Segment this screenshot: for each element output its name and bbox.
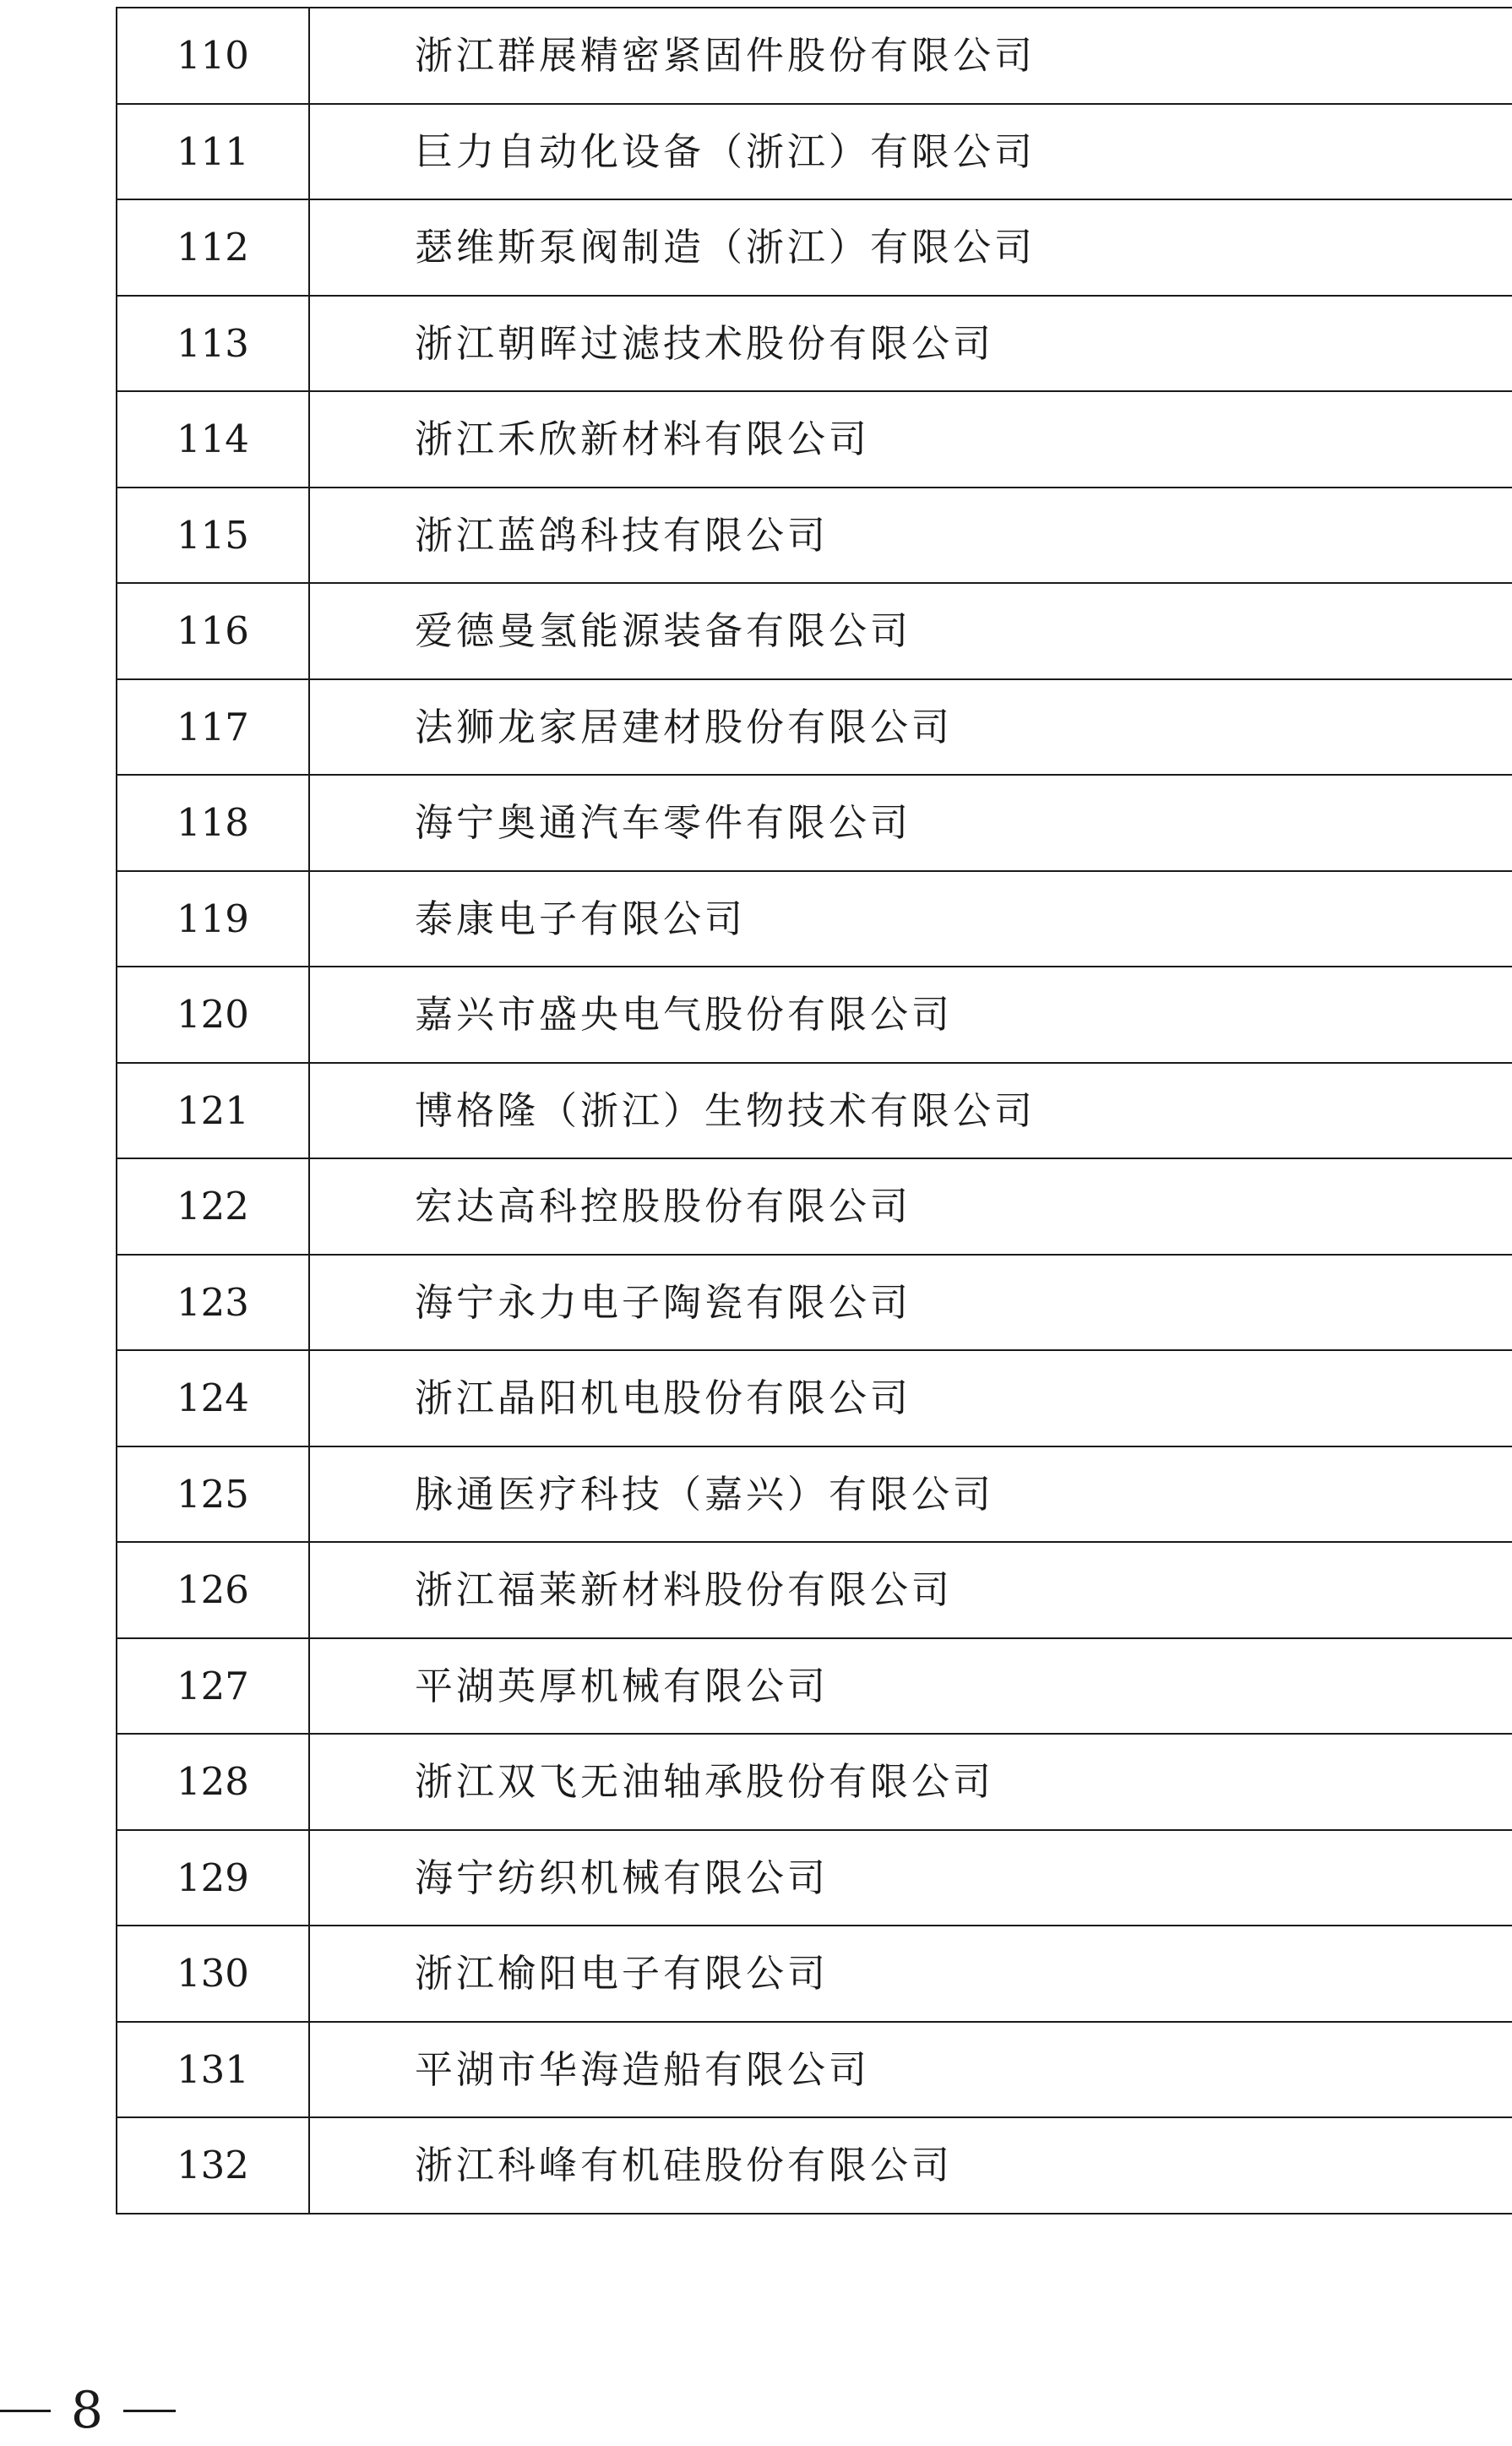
company-name: 平湖英厚机械有限公司 — [309, 1638, 1512, 1735]
footer-dash-right — [123, 2410, 176, 2412]
table-row — [117, 1158, 1512, 1255]
row-number: 130 — [117, 1926, 309, 2022]
row-number: 115 — [117, 488, 309, 584]
company-name: 浙江科峰有机硅股份有限公司 — [309, 2117, 1512, 2214]
table-row — [117, 104, 1512, 200]
company-name: 宏达高科控股股份有限公司 — [309, 1158, 1512, 1255]
table-row — [117, 871, 1512, 967]
table-row — [117, 1638, 1512, 1735]
company-name: 平湖市华海造船有限公司 — [309, 2022, 1512, 2118]
row-number: 131 — [117, 2022, 309, 2118]
row-number: 124 — [117, 1350, 309, 1446]
table-row — [117, 1446, 1512, 1543]
row-number: 120 — [117, 967, 309, 1063]
table-row — [117, 1542, 1512, 1638]
row-number: 129 — [117, 1830, 309, 1926]
row-number: 122 — [117, 1158, 309, 1255]
company-list-table — [116, 7, 1512, 2214]
table-row — [117, 1063, 1512, 1159]
row-number: 117 — [117, 679, 309, 776]
company-name: 瑟维斯泵阀制造（浙江）有限公司 — [309, 199, 1512, 296]
company-list-body — [117, 8, 1512, 2214]
row-number: 125 — [117, 1446, 309, 1543]
company-name: 海宁永力电子陶瓷有限公司 — [309, 1255, 1512, 1351]
company-name: 脉通医疗科技（嘉兴）有限公司 — [309, 1446, 1512, 1543]
row-number: 110 — [117, 8, 309, 104]
company-name: 爱德曼氢能源装备有限公司 — [309, 583, 1512, 679]
table-row — [117, 2022, 1512, 2118]
row-number: 123 — [117, 1255, 309, 1351]
table-row — [117, 488, 1512, 584]
page-footer — [0, 2381, 220, 2440]
row-number: 111 — [117, 104, 309, 200]
footer-dash-left — [0, 2410, 51, 2412]
company-name: 浙江双飞无油轴承股份有限公司 — [309, 1734, 1512, 1830]
row-number: 118 — [117, 775, 309, 871]
table-row — [117, 1926, 1512, 2022]
company-name: 泰康电子有限公司 — [309, 871, 1512, 967]
table-row — [117, 967, 1512, 1063]
row-number: 127 — [117, 1638, 309, 1735]
company-name: 海宁纺织机械有限公司 — [309, 1830, 1512, 1926]
row-number: 128 — [117, 1734, 309, 1830]
company-name: 巨力自动化设备（浙江）有限公司 — [309, 104, 1512, 200]
row-number: 114 — [117, 391, 309, 488]
row-number: 113 — [117, 296, 309, 392]
company-name: 浙江朝晖过滤技术股份有限公司 — [309, 296, 1512, 392]
company-name: 浙江福莱新材料股份有限公司 — [309, 1542, 1512, 1638]
table-row — [117, 775, 1512, 871]
table-row — [117, 8, 1512, 104]
row-number: 126 — [117, 1542, 309, 1638]
row-number: 119 — [117, 871, 309, 967]
table-row — [117, 199, 1512, 296]
row-number: 116 — [117, 583, 309, 679]
table-row — [117, 296, 1512, 392]
table-row — [117, 1350, 1512, 1446]
company-name: 浙江禾欣新材料有限公司 — [309, 391, 1512, 488]
company-name: 博格隆（浙江）生物技术有限公司 — [309, 1063, 1512, 1159]
company-name: 海宁奥通汽车零件有限公司 — [309, 775, 1512, 871]
company-name: 浙江蓝鸽科技有限公司 — [309, 488, 1512, 584]
company-name: 嘉兴市盛央电气股份有限公司 — [309, 967, 1512, 1063]
table-row — [117, 1255, 1512, 1351]
table-row — [117, 583, 1512, 679]
row-number: 112 — [117, 199, 309, 296]
table-row — [117, 391, 1512, 488]
row-number: 121 — [117, 1063, 309, 1159]
company-name: 法狮龙家居建材股份有限公司 — [309, 679, 1512, 776]
company-name: 浙江晶阳机电股份有限公司 — [309, 1350, 1512, 1446]
company-name: 浙江榆阳电子有限公司 — [309, 1926, 1512, 2022]
table-row — [117, 2117, 1512, 2214]
table-row — [117, 679, 1512, 776]
table-row — [117, 1830, 1512, 1926]
page-number: 8 — [70, 2381, 104, 2440]
company-name: 浙江群展精密紧固件股份有限公司 — [309, 8, 1512, 104]
row-number: 132 — [117, 2117, 309, 2214]
table-row — [117, 1734, 1512, 1830]
